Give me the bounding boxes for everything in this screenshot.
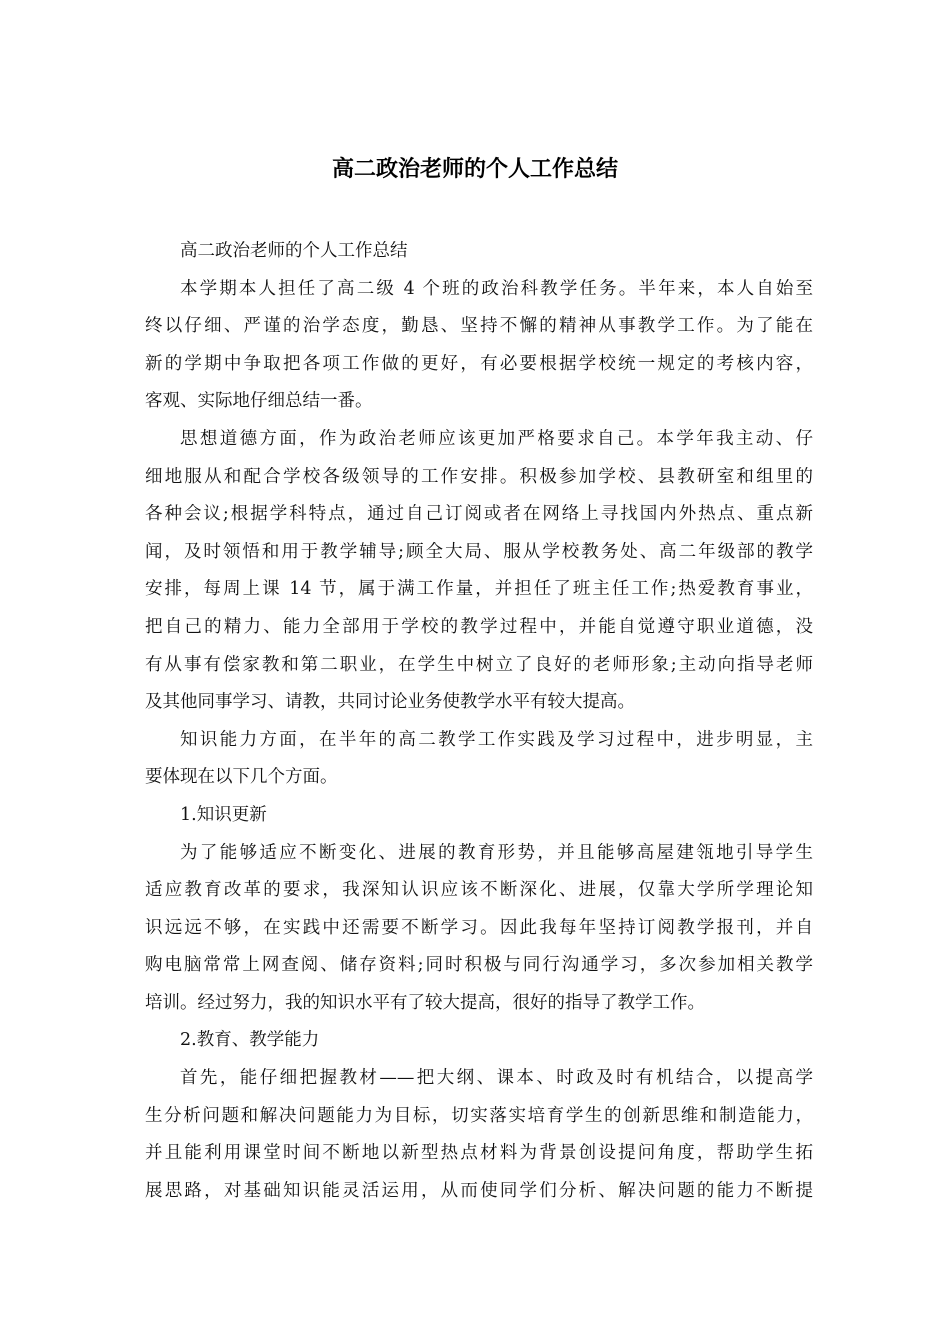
paragraph-line: 安排，每周上课 14 节，属于满工作量，并担任了班主任工作;热爱教育事业， xyxy=(145,579,813,600)
document-body xyxy=(145,233,813,1210)
section-heading-knowledge-update xyxy=(145,797,813,835)
paragraph-line: 思想道德方面，作为政治老师应该更加严格要求自己。本学年我主动、仔 xyxy=(180,428,813,449)
paragraph-line: 识远远不够，在实践中还需要不断学习。因此我每年坚持订阅教学报刊，并自 xyxy=(145,917,813,938)
paragraph-intro xyxy=(145,271,813,421)
paragraph-line: 本学期本人担任了高二级 4 个班的政治科教学任务。半年来，本人自始至 xyxy=(180,278,813,299)
document-title: 高二政治老师的个人工作总结 xyxy=(331,156,618,182)
paragraph-line: 首先，能仔细把握教材——把大纲、课本、时政及时有机结合，以提高学 xyxy=(180,1068,813,1089)
paragraph-line: 客观、实际地仔细总结一番。 xyxy=(145,391,373,412)
paragraph-line: 培训。经过努力，我的知识水平有了较大提高，很好的指导了教学工作。 xyxy=(145,992,705,1013)
paragraph-knowledge-update xyxy=(145,835,813,1023)
paragraph-ideology xyxy=(145,421,813,722)
paragraph-teaching-ability xyxy=(145,1060,813,1210)
paragraph-line: 闻，及时领悟和用于教学辅导;顾全大局、服从学校教务处、高二年级部的教学 xyxy=(145,541,813,562)
paragraph-line: 生分析问题和解决问题能力为目标，切实落实培育学生的创新思维和制造能力， xyxy=(145,1105,813,1126)
paragraph-line: 适应教育改革的要求，我深知认识应该不断深化、进展，仅靠大学所学理论知 xyxy=(145,880,813,901)
paragraph-line: 知识能力方面，在半年的高二教学工作实践及学习过程中，进步明显，主 xyxy=(180,729,813,750)
paragraph-line: 为了能够适应不断变化、进展的教育形势，并且能够高屋建瓴地引导学生 xyxy=(180,842,813,863)
paragraph-line: 及其他同事学习、请教，共同讨论业务使教学水平有较大提高。 xyxy=(145,692,635,713)
paragraph-line: 2.教育、教学能力 xyxy=(180,1030,320,1051)
paragraph-line: 购电脑常常上网查阅、储存资料;同时积极与同行沟通学习，多次参加相关教学 xyxy=(145,955,813,976)
paragraph-subtitle xyxy=(145,233,813,271)
paragraph-line: 并且能利用课堂时间不断地以新型热点材料为背景创设提问角度，帮助学生拓 xyxy=(145,1143,813,1164)
paragraph-line: 把自己的精力、能力全部用于学校的教学过程中，并能自觉遵守职业道德，没 xyxy=(145,616,813,637)
paragraph-line: 终以仔细、严谨的治学态度，勤恳、坚持不懈的精神从事教学工作。为了能在 xyxy=(145,316,813,337)
paragraph-line: 各种会议;根据学科特点，通过自己订阅或者在网络上寻找国内外热点、重点新 xyxy=(145,504,813,525)
paragraph-line: 有从事有偿家教和第二职业，在学生中树立了良好的老师形象;主动向指导老师 xyxy=(145,654,813,675)
paragraph-line: 展思路，对基础知识能灵活运用，从而使同学们分析、解决问题的能力不断提 xyxy=(145,1180,813,1201)
section-heading-teaching-ability xyxy=(145,1022,813,1060)
paragraph-line: 新的学期中争取把各项工作做的更好，有必要根据学校统一规定的考核内容， xyxy=(145,353,813,374)
paragraph-line: 1.知识更新 xyxy=(180,804,267,825)
paragraph-knowledge xyxy=(145,722,813,797)
paragraph-line: 高二政治老师的个人工作总结 xyxy=(180,241,408,261)
paragraph-line: 细地服从和配合学校各级领导的工作安排。积极参加学校、县教研室和组里的 xyxy=(145,466,813,487)
paragraph-line: 要体现在以下几个方面。 xyxy=(145,767,338,788)
